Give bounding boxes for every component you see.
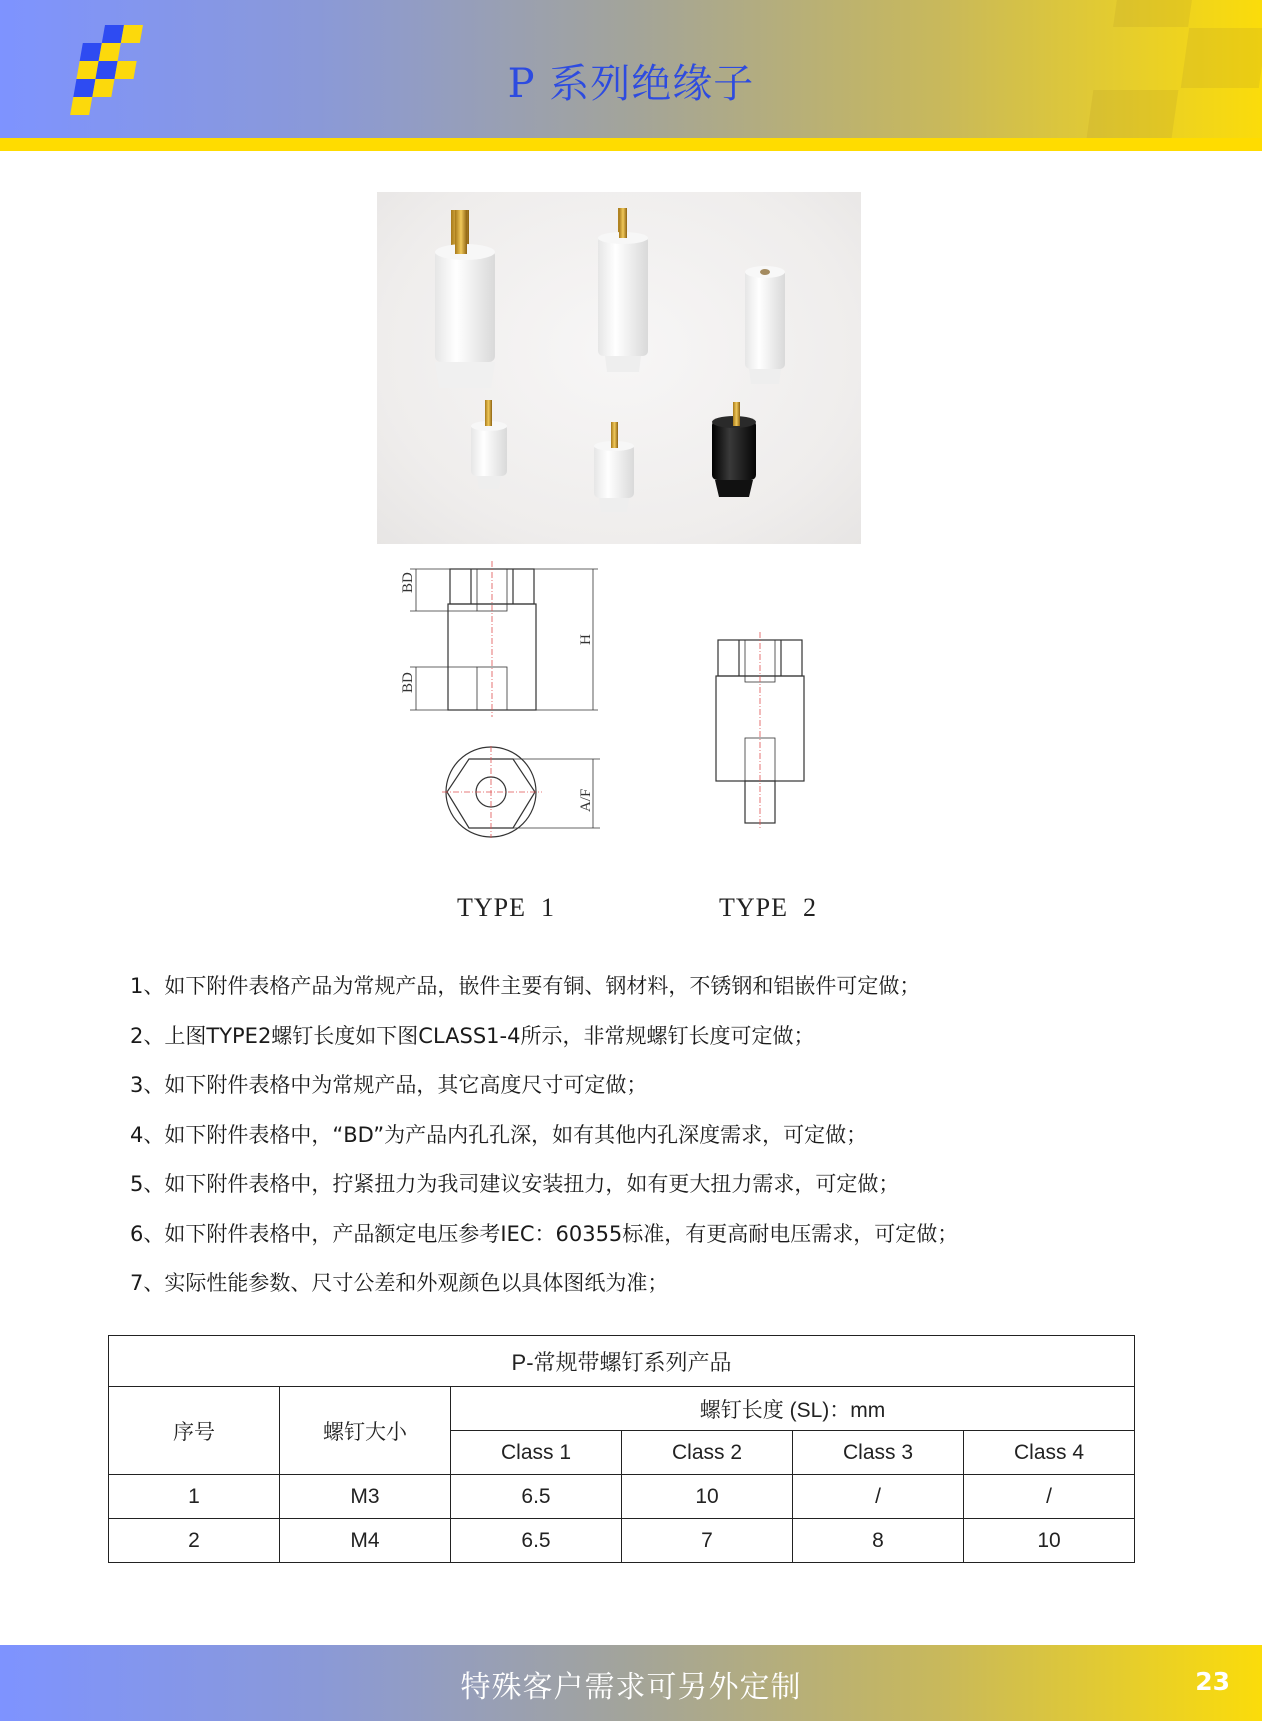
note-item: 2、上图TYPE2螺钉长度如下图CLASS1-4所示，非常规螺钉长度可定做；	[130, 1023, 815, 1048]
type1-top-view-drawing	[420, 740, 610, 840]
note-item: 4、如下附件表格中，“BD”为产品内孔孔深，如有其他内孔深度需求，可定做；	[130, 1122, 868, 1147]
cell-class-4: 10	[964, 1519, 1135, 1563]
header-index: 序号	[109, 1387, 280, 1475]
cell-class-1: 6.5	[451, 1519, 622, 1563]
note-item: 3、如下附件表格中为常规产品，其它高度尺寸可定做；	[130, 1073, 648, 1097]
header-screw-length: 螺钉长度 (SL)：mm	[451, 1387, 1135, 1431]
notes-list	[130, 962, 1130, 1309]
type2-side-drawing	[690, 620, 830, 830]
page-header	[0, 0, 1262, 138]
note-item: 6、如下附件表格中，产品额定电压参考IEC：60355标准，有更高耐电压需求，可定做；	[130, 1221, 959, 1246]
header-screw-size: 螺钉大小	[280, 1387, 451, 1475]
cell-class-1: 6.5	[451, 1475, 622, 1519]
dim-label-bd-top: BD	[400, 572, 416, 593]
note-item: 5、如下附件表格中，拧紧扭力为我司建议安装扭力，如有更大扭力需求，可定做；	[130, 1172, 900, 1196]
header-stripe	[0, 138, 1262, 151]
page-footer	[0, 1645, 1262, 1721]
dim-label-across-flats: A/F	[578, 788, 594, 812]
cell-index: 1	[109, 1475, 280, 1519]
cell-screw-size: M3	[280, 1475, 451, 1519]
note-item: 1、如下附件表格产品为常规产品，嵌件主要有铜、钢材料，不锈钢和铝嵌件可定做；	[130, 974, 921, 998]
header-class-2: Class 2	[622, 1431, 793, 1475]
table-row	[109, 1475, 1135, 1519]
footer-slogan: 特殊客户需求可另外定制	[460, 1670, 802, 1705]
note-item: 7、实际性能参数、尺寸公差和外观颜色以具体图纸为准；	[130, 1271, 669, 1295]
type1-side-drawing	[380, 555, 610, 725]
table-row	[109, 1519, 1135, 1563]
cell-screw-size: M4	[280, 1519, 451, 1563]
type2-label: TYPE 2	[719, 893, 817, 922]
screw-spec-table	[108, 1335, 1135, 1563]
product-photo	[377, 192, 861, 544]
header-decoration	[1113, 0, 1192, 27]
dim-label-bd-bottom: BD	[400, 672, 416, 693]
cell-class-3: 8	[793, 1519, 964, 1563]
header-class-3: Class 3	[793, 1431, 964, 1475]
insulator-large	[435, 210, 495, 388]
dim-label-height: H	[578, 634, 594, 645]
header-class-4: Class 4	[964, 1431, 1135, 1475]
cell-class-2: 10	[622, 1475, 793, 1519]
cell-class-4: /	[964, 1475, 1135, 1519]
table-title: P-常规带螺钉系列产品	[109, 1336, 1135, 1387]
cell-class-3: /	[793, 1475, 964, 1519]
page-number: 23	[1195, 1667, 1230, 1696]
page-title: P 系列绝缘子	[507, 61, 755, 107]
type1-label: TYPE 1	[457, 893, 555, 922]
header-class-1: Class 1	[451, 1431, 622, 1475]
cell-index: 2	[109, 1519, 280, 1563]
cell-class-2: 7	[622, 1519, 793, 1563]
